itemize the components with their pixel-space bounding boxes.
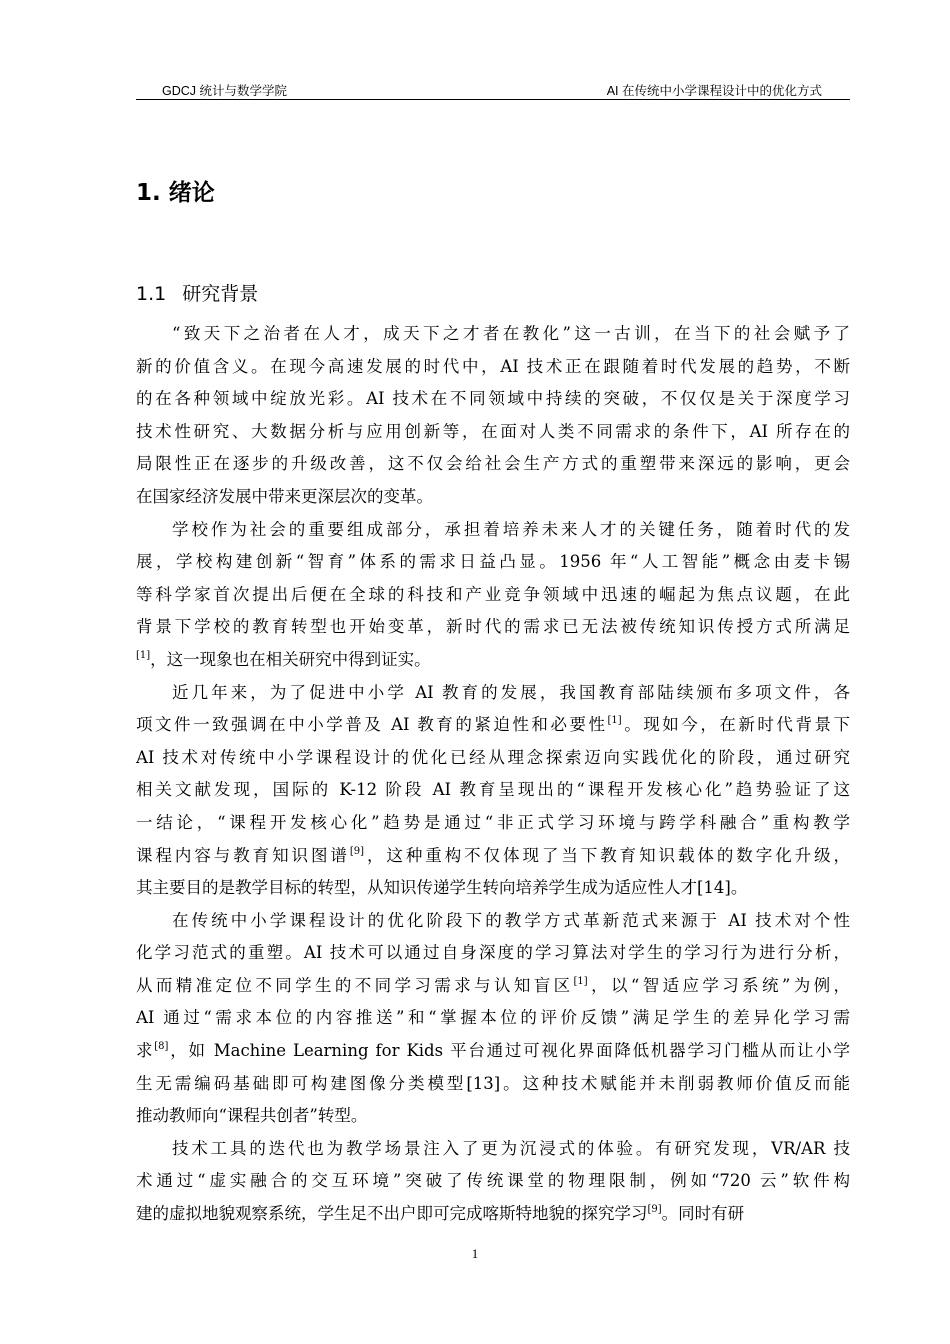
text-line	[136, 481, 850, 514]
citation: [8]	[154, 1041, 169, 1053]
text-line	[136, 970, 850, 1003]
line-text: ，这种重构不仅体现了当下教育知识载体的数字化升级，	[364, 845, 851, 865]
text-line	[136, 1002, 850, 1035]
text-line	[136, 1100, 850, 1133]
line-text: 。现如今，在新时代背景下	[621, 715, 850, 735]
text-line	[136, 937, 850, 970]
line-text: 其主要目的是教学目标的转型，从知识传递学生转向培养学生成为适应性人才[14]。	[136, 878, 748, 898]
paragraph	[136, 905, 850, 1133]
page-number: 1	[471, 1246, 479, 1261]
citation: [1]	[136, 649, 151, 661]
chapter-title: 1. 绪论	[136, 180, 215, 206]
line-text: 一结论，“课程开发核心化”趋势是通过“非正式学习环境与跨学科融合”重构教学	[136, 812, 850, 832]
text-line	[136, 1133, 850, 1166]
line-text: 在国家经济发展中带来更深层次的变革。	[136, 486, 433, 506]
line-text: AI 技术对传统中小学课程设计的优化已经从理念探索迈向实践优化的阶段，通过研究	[136, 747, 850, 767]
text-line	[136, 448, 850, 481]
line-text: 局限性正在逐步的升级改善，这不仅会给社会生产方式的重塑带来深远的影响，更会	[136, 454, 850, 474]
line-text: 展，学校构建创新“智育”体系的需求日益凸显。1956 年“人工智能”概念由麦卡锡	[136, 552, 850, 572]
line-text: 相关文献发现，国际的 K-12 阶段 AI 教育呈现出的“课程开发核心化”趋势验证了这	[136, 780, 850, 800]
text-line	[136, 383, 850, 416]
line-text: “致天下之治者在人才，成天下之才者在教化”这一古训，在当下的社会赋予了	[172, 324, 850, 343]
text-line	[136, 1035, 850, 1068]
line-text: 等科学家首次提出后便在全球的科技和产业竞争领域中迅速的崛起为焦点议题，在此	[136, 584, 850, 604]
line-text: 建的虚拟地貌观察系统，学生足不出户即可完成喀斯特地貌的探究学习	[136, 1204, 648, 1224]
line-text: 从而精准定位不同学生的不同学习需求与认知盲区	[136, 975, 574, 995]
line-text: 课程内容与教育知识图谱	[136, 845, 350, 865]
text-line	[136, 774, 850, 807]
text-line	[136, 546, 850, 579]
text-line	[136, 807, 850, 840]
line-text: 。同时有研	[661, 1204, 745, 1224]
line-text: 背景下学校的教育转型也开始变革，新时代的需求已无法被传统知识传授方式所满足	[136, 617, 850, 637]
text-line	[136, 514, 850, 547]
line-text: ，如 Machine Learning for Kids 平台通过可视化界面降低机器学习门槛从而让小学	[168, 1041, 851, 1061]
text-line	[136, 351, 850, 384]
citation: [1]	[573, 975, 588, 987]
line-text: 的在各种领域中绽放光彩。AI 技术在不同领域中持续的突破，不仅仅是关于深度学习	[136, 389, 850, 409]
paragraph	[136, 514, 850, 677]
citation: [9]	[647, 1204, 662, 1216]
header-right: AI 在传统中小学课程设计中的优化方式	[606, 84, 822, 98]
text-line	[136, 742, 850, 775]
text-line	[136, 709, 850, 742]
line-text: 生无需编码基础即可构建图像分类模型[13]。这种技术赋能并未削弱教师价值反而能	[136, 1073, 850, 1093]
line-text: 项文件一致强调在中小学普及 AI 教育的紧迫性和必要性	[136, 715, 608, 735]
citation: [1]	[607, 715, 622, 727]
line-text: 近几年来，为了促进中小学 AI 教育的发展，我国教育部陆续颁布多项文件，各	[172, 682, 850, 702]
line-text: 在传统中小学课程设计的优化阶段下的教学方式革新范式来源于 AI 技术对个性	[172, 910, 850, 930]
line-text: 新的价值含义。在现今高速发展的时代中，AI 技术正在跟随着时代发展的趋势，不断	[136, 356, 850, 376]
paragraph	[136, 1133, 850, 1231]
text-line	[136, 872, 850, 905]
paragraph	[136, 677, 850, 905]
text-line	[136, 1198, 850, 1231]
text-line	[136, 416, 850, 449]
section-heading	[136, 279, 258, 306]
line-text: 化学习范式的重塑。AI 技术可以通过自身深度的学习算法对学生的学习行为进行分析，	[136, 943, 850, 963]
text-line	[136, 1165, 850, 1198]
text-line	[136, 1068, 850, 1101]
line-text: 技术性研究、大数据分析与应用创新等，在面对人类不同需求的条件下，AI 所存在的	[136, 421, 850, 441]
text-line	[136, 611, 850, 644]
line-text: ，这一现象也在相关研究中得到证实。	[150, 649, 431, 669]
header-left: GDCJ 统计与数学学院	[162, 84, 288, 98]
text-line	[136, 644, 850, 677]
text-line	[136, 677, 850, 710]
line-text: 术通过“虚实融合的交互环境”突破了传统课堂的物理限制，例如“720 云”软件构	[136, 1171, 850, 1191]
text-line	[136, 840, 850, 873]
text-line	[136, 905, 850, 938]
line-text: 学校作为社会的重要组成部分，承担着培养未来人才的关键任务，随着时代的发	[172, 519, 850, 539]
citation: [9]	[349, 845, 365, 857]
body-text	[136, 318, 850, 1231]
paragraph	[136, 318, 850, 514]
line-text: AI 通过“需求本位的内容推送”和“掌握本位的评价反馈”满足学生的差异化学习需	[136, 1008, 850, 1028]
text-line	[136, 318, 850, 351]
section-title: 研究背景	[182, 283, 259, 305]
line-text: 推动教师向“课程共创者”转型。	[136, 1106, 368, 1126]
page-header	[136, 79, 850, 100]
section-number: 1.1	[136, 283, 167, 305]
line-text: 求	[136, 1041, 155, 1061]
line-text: ，以“智适应学习系统”为例，	[587, 975, 851, 995]
text-line	[136, 579, 850, 612]
line-text: 技术工具的迭代也为教学场景注入了更为沉浸式的体验。有研究发现，VR/AR 技	[172, 1138, 850, 1158]
